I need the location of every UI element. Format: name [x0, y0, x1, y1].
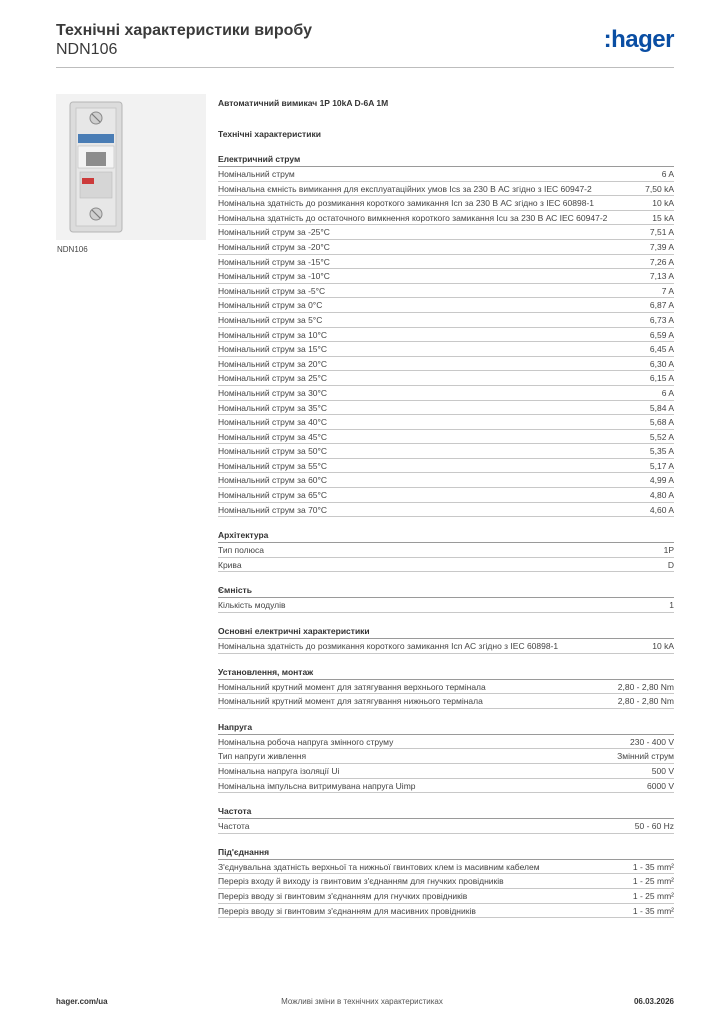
spec-value: 500 V [651, 766, 674, 776]
spec-value: 6,30 A [649, 358, 674, 369]
spec-row [218, 503, 674, 518]
spec-label: Номінальна здатність до остаточного вимкнення короткого замикання Icu за 230 В АС IEC 60947-2 [218, 212, 608, 223]
product-image-caption: NDN106 [57, 245, 88, 254]
spec-section [218, 666, 674, 709]
spec-label: Тип напруги живлення [218, 751, 307, 762]
spec-label: Номінальний струм за 50°C [218, 446, 328, 457]
spec-label: Номінальна здатність до розмикання короткого замикання Icn за 230 В АС згідно з IEC 60898-1 [218, 198, 594, 209]
spec-section [218, 721, 674, 793]
spec-content [218, 96, 674, 918]
product-image [56, 94, 206, 240]
spec-label: Номінальний струм за 45°C [218, 431, 328, 442]
spec-row [218, 558, 674, 573]
spec-value: 4,80 A [649, 490, 674, 501]
spec-value: 6,59 A [649, 329, 674, 340]
spec-row [218, 735, 674, 750]
page-subtitle: NDN106 [56, 41, 118, 58]
spec-label: Номінальний крутний момент для затягування верхнього термінала [218, 681, 486, 692]
spec-value: 1 [669, 600, 674, 611]
spec-label: Номінальний струм за 65°C [218, 490, 328, 501]
spec-section [218, 153, 674, 517]
spec-value: 4,99 A [649, 475, 674, 486]
spec-row [218, 196, 674, 211]
spec-row [218, 415, 674, 430]
spec-label: Номінальний струм за 40°C [218, 417, 328, 428]
spec-row [218, 764, 674, 779]
product-name: Автоматичний вимикач 1P 10kA D-6A 1M [218, 98, 389, 108]
spec-row [218, 357, 674, 372]
section-title: Основні електричні характеристики [218, 625, 674, 639]
spec-label: Номінальний струм за 25°C [218, 373, 328, 384]
spec-value: 4,60 A [649, 504, 674, 515]
spec-value: 2,80 - 2,80 Nm [617, 681, 674, 692]
spec-label: Номінальна здатність до розмикання короткого замикання Icn AC згідно з IEC 60898-1 [218, 641, 559, 652]
spec-row [218, 889, 674, 904]
spec-value: 6 A [661, 169, 674, 179]
spec-row [218, 211, 674, 226]
spec-label: Номінальний струм за -25°C [218, 227, 330, 238]
spec-label: Номінальний струм за 5°C [218, 314, 323, 325]
spec-value: 7,50 kA [645, 183, 674, 194]
spec-row [218, 182, 674, 197]
spec-row [218, 342, 674, 357]
spec-row [218, 371, 674, 386]
spec-label: Номінальна робоча напруга змінного струму [218, 736, 394, 747]
spec-row [218, 819, 674, 834]
spec-label: Номінальний струм за 70°C [218, 504, 328, 515]
spec-section [218, 529, 674, 572]
spec-row [218, 386, 674, 401]
spec-value: Змінний струм [617, 751, 674, 762]
spec-value: 6,15 A [649, 373, 674, 384]
spec-row [218, 328, 674, 343]
spec-label: Номінальний струм за 30°C [218, 387, 328, 398]
spec-row [218, 874, 674, 889]
spec-label: Номінальний струм за 55°C [218, 460, 328, 471]
spec-label: Тип полюса [218, 545, 264, 556]
spec-label: Номінальний струм за -15°C [218, 256, 330, 267]
spec-value: 1 - 25 mm² [632, 890, 674, 901]
spec-row [218, 473, 674, 488]
section-title: Частота [218, 805, 674, 819]
spec-label: Кількість модулів [218, 600, 286, 611]
spec-label: З'єднувальна здатність верхньої та нижньої гвинтових клем із масивним кабелем [218, 861, 540, 872]
spec-row [218, 904, 674, 919]
spec-label: Номінальна напруга ізоляції Ui [218, 766, 340, 776]
spec-label: Номінальний струм [218, 169, 295, 179]
spec-label: Номінальний струм за 60°C [218, 475, 328, 486]
spec-value: 7,13 A [649, 271, 674, 282]
page-header [56, 20, 674, 68]
spec-value: 10 kA [652, 198, 674, 209]
spec-value: 10 kA [652, 641, 674, 652]
spec-label: Переріз входу й виходу із гвинтовим з'єднанням для гнучких провідників [218, 876, 504, 887]
section-title: Під'єднання [218, 846, 674, 860]
section-title: Архітектура [218, 529, 674, 543]
spec-value: 7,39 A [649, 241, 674, 252]
spec-row [218, 298, 674, 313]
spec-row [218, 430, 674, 445]
spec-section [218, 805, 674, 834]
spec-section [218, 846, 674, 918]
spec-value: 6,87 A [649, 300, 674, 311]
spec-label: Номінальний струм за 0°C [218, 300, 323, 311]
spec-label: Номінальний струм за -10°C [218, 271, 330, 282]
section-title: Напруга [218, 721, 674, 735]
spec-label: Крива [218, 559, 242, 570]
spec-row [218, 680, 674, 695]
footer-notice: Можливі зміни в технічних характеристиках [281, 997, 443, 1006]
spec-label: Номінальний струм за 20°C [218, 358, 328, 369]
spec-value: 5,84 A [649, 402, 674, 413]
spec-value: 6,73 A [649, 314, 674, 325]
spec-value: 1 - 35 mm² [632, 905, 674, 916]
spec-row [218, 401, 674, 416]
spec-row [218, 779, 674, 794]
spec-label: Номінальний крутний момент для затягування нижнього термінала [218, 696, 483, 707]
spec-label: Переріз вводу зі гвинтовим з'єднанням для гнучких провідників [218, 890, 468, 901]
spec-value: 7,51 A [649, 227, 674, 238]
spec-value: 5,17 A [649, 460, 674, 471]
spec-label: Номінальна імпульсна витримувана напруга Uimp [218, 780, 416, 791]
spec-value: 7,26 A [649, 256, 674, 267]
spec-section [218, 625, 674, 654]
spec-label: Номінальний струм за 15°C [218, 344, 328, 355]
section-title: Установлення, монтаж [218, 666, 674, 680]
tech-specs-heading: Технічні характеристики [218, 129, 321, 139]
spec-value: 6 A [661, 387, 674, 398]
spec-row [218, 269, 674, 284]
spec-value: 230 - 400 V [630, 736, 674, 747]
spec-value: 1 - 35 mm² [632, 861, 674, 872]
spec-row [218, 694, 674, 709]
section-title: Електричний струм [218, 153, 674, 167]
spec-row [218, 313, 674, 328]
spec-row [218, 240, 674, 255]
spec-value: 50 - 60 Hz [634, 821, 674, 832]
spec-label: Номінальний струм за -5°C [218, 285, 326, 296]
spec-value: 2,80 - 2,80 Nm [617, 696, 674, 707]
spec-value: 5,52 A [649, 431, 674, 442]
spec-label: Номінальна ємність вимикання для експлуатаційних умов Ics за 230 В АС згідно з IEC 60947-2 [218, 183, 592, 194]
footer-date: 06.03.2026 [633, 997, 674, 1006]
header-divider [56, 67, 674, 68]
spec-row [218, 225, 674, 240]
spec-value: 6000 V [647, 780, 674, 791]
spec-row [218, 749, 674, 764]
spec-value: 1 - 25 mm² [632, 876, 674, 887]
spec-value: 7 A [661, 285, 674, 296]
spec-row [218, 598, 674, 613]
spec-row [218, 284, 674, 299]
spec-label: Номінальний струм за 10°C [218, 329, 328, 340]
spec-value: 15 kA [652, 212, 674, 223]
spec-value: D [667, 559, 674, 570]
spec-row [218, 488, 674, 503]
spec-label: Номінальний струм за -20°C [218, 241, 330, 252]
spec-row [218, 860, 674, 875]
spec-value: 5,35 A [649, 446, 674, 457]
spec-row [218, 255, 674, 270]
spec-sections [218, 153, 674, 918]
circuit-breaker-icon [56, 94, 206, 240]
spec-value: 1P [663, 545, 674, 556]
spec-row [218, 543, 674, 558]
hager-logo: :hager [603, 26, 674, 53]
spec-row [218, 459, 674, 474]
spec-label: Переріз вводу зі гвинтовим з'єднанням для масивних провідників [218, 905, 476, 916]
section-title: Ємність [218, 584, 674, 598]
spec-row [218, 444, 674, 459]
spec-row [218, 639, 674, 654]
page-title: Технічні характеристики виробу [56, 22, 312, 39]
spec-value: 5,68 A [649, 417, 674, 428]
spec-label: Частота [218, 821, 250, 832]
spec-value: 6,45 A [649, 344, 674, 355]
footer-website: hager.com/ua [56, 997, 108, 1006]
spec-row [218, 167, 674, 182]
spec-section [218, 584, 674, 613]
spec-label: Номінальний струм за 35°C [218, 402, 328, 413]
